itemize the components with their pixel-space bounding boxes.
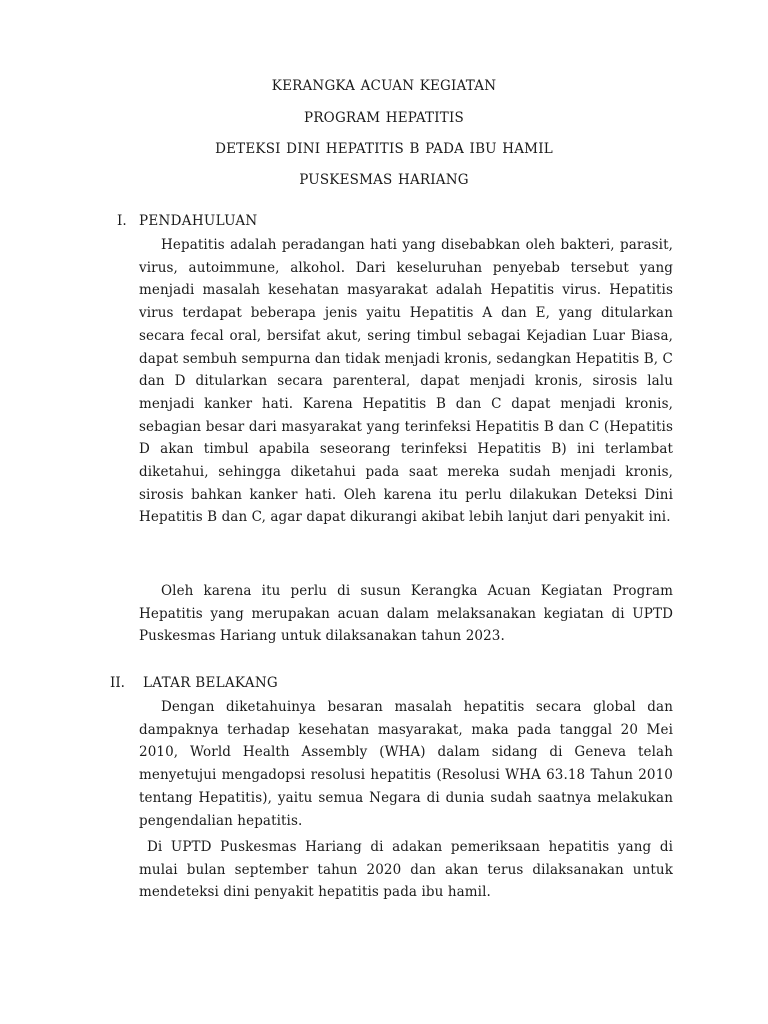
section-1-paragraph-1: Hepatitis adalah peradangan hati yang disebabkan oleh bakteri, parasit, virus, autoimmune, alkohol. Dari keseluruhan penyebab tersebut yang menjadi masalah kesehatan masyarakat adalah Hepatitis virus. Hepatitis virus terdapat beberapa jenis yaitu Hepatitis A dan E, yang ditularkan secara fecal oral, bersifat akut, sering timbul sebagai Kejadian Luar Biasa, dapat sembuh sempurna dan tidak menjadi kronis, sedangkan Hepatitis B, C dan D ditularkan secara parenteral, dapat menjadi kronis, sirosis lalu menjadi kanker hati. Karena Hepatitis B dan C dapat menjadi kronis, sebagian besar dari masyarakat yang terinfeksi Hepatitis B dan C (Hepatitis D akan timbul apabila seseorang terinfeksi Hepatitis B) ini terlambat diketahui, sehingga diketahui pada saat mereka sudah menjadi kronis, sirosis bahkan kanker hati. Oleh karena itu perlu dilakukan Deteksi Dini Hepatitis B dan C, agar dapat dikurangi akibat lebih lanjut dari penyakit ini. — [139, 237, 673, 526]
section-1-heading: PENDAHULUAN — [139, 213, 258, 229]
section-2-number: II. — [110, 675, 125, 691]
document-title-line-3: DETEKSI DINI HEPATITIS B PADA IBU HAMIL — [215, 141, 553, 157]
section-1-paragraph-2: Oleh karena itu perlu di susun Kerangka Acuan Kegiatan Program Hepatitis yang merupakan acuan dalam melaksanakan kegiatan di UPTD Puskesmas Hariang untuk dilaksanakan tahun 2023. — [139, 583, 673, 645]
section-2-paragraph-1: Dengan diketahuinya besaran masalah hepatitis secara global dan dampaknya terhadap kesehatan masyarakat, maka pada tanggal 20 Mei 2010, World Health Assembly (WHA) dalam sidang di Geneva telah menyetujui mengadopsi resolusi hepatitis (Resolusi WHA 63.18 Tahun 2010 tentang Hepatitis), yaitu semua Negara di dunia sudah saatnya melakukan pengendalian hepatitis. — [139, 699, 673, 829]
section-1-number: I. — [117, 213, 127, 229]
document-title-line-1: KERANGKA ACUAN KEGIATAN — [271, 78, 497, 94]
section-2-paragraph-2: Di UPTD Puskesmas Hariang di adakan pemeriksaan hepatitis yang di mulai bulan september tahun 2020 dan akan terus dilaksanakan untuk mendeteksi dini penyakit hepatitis pada ibu hamil. — [139, 839, 673, 901]
document-title-line-2: PROGRAM HEPATITIS — [304, 110, 464, 126]
section-2-heading: LATAR BELAKANG — [143, 675, 279, 691]
document-title-line-4: PUSKESMAS HARIANG — [299, 172, 469, 188]
